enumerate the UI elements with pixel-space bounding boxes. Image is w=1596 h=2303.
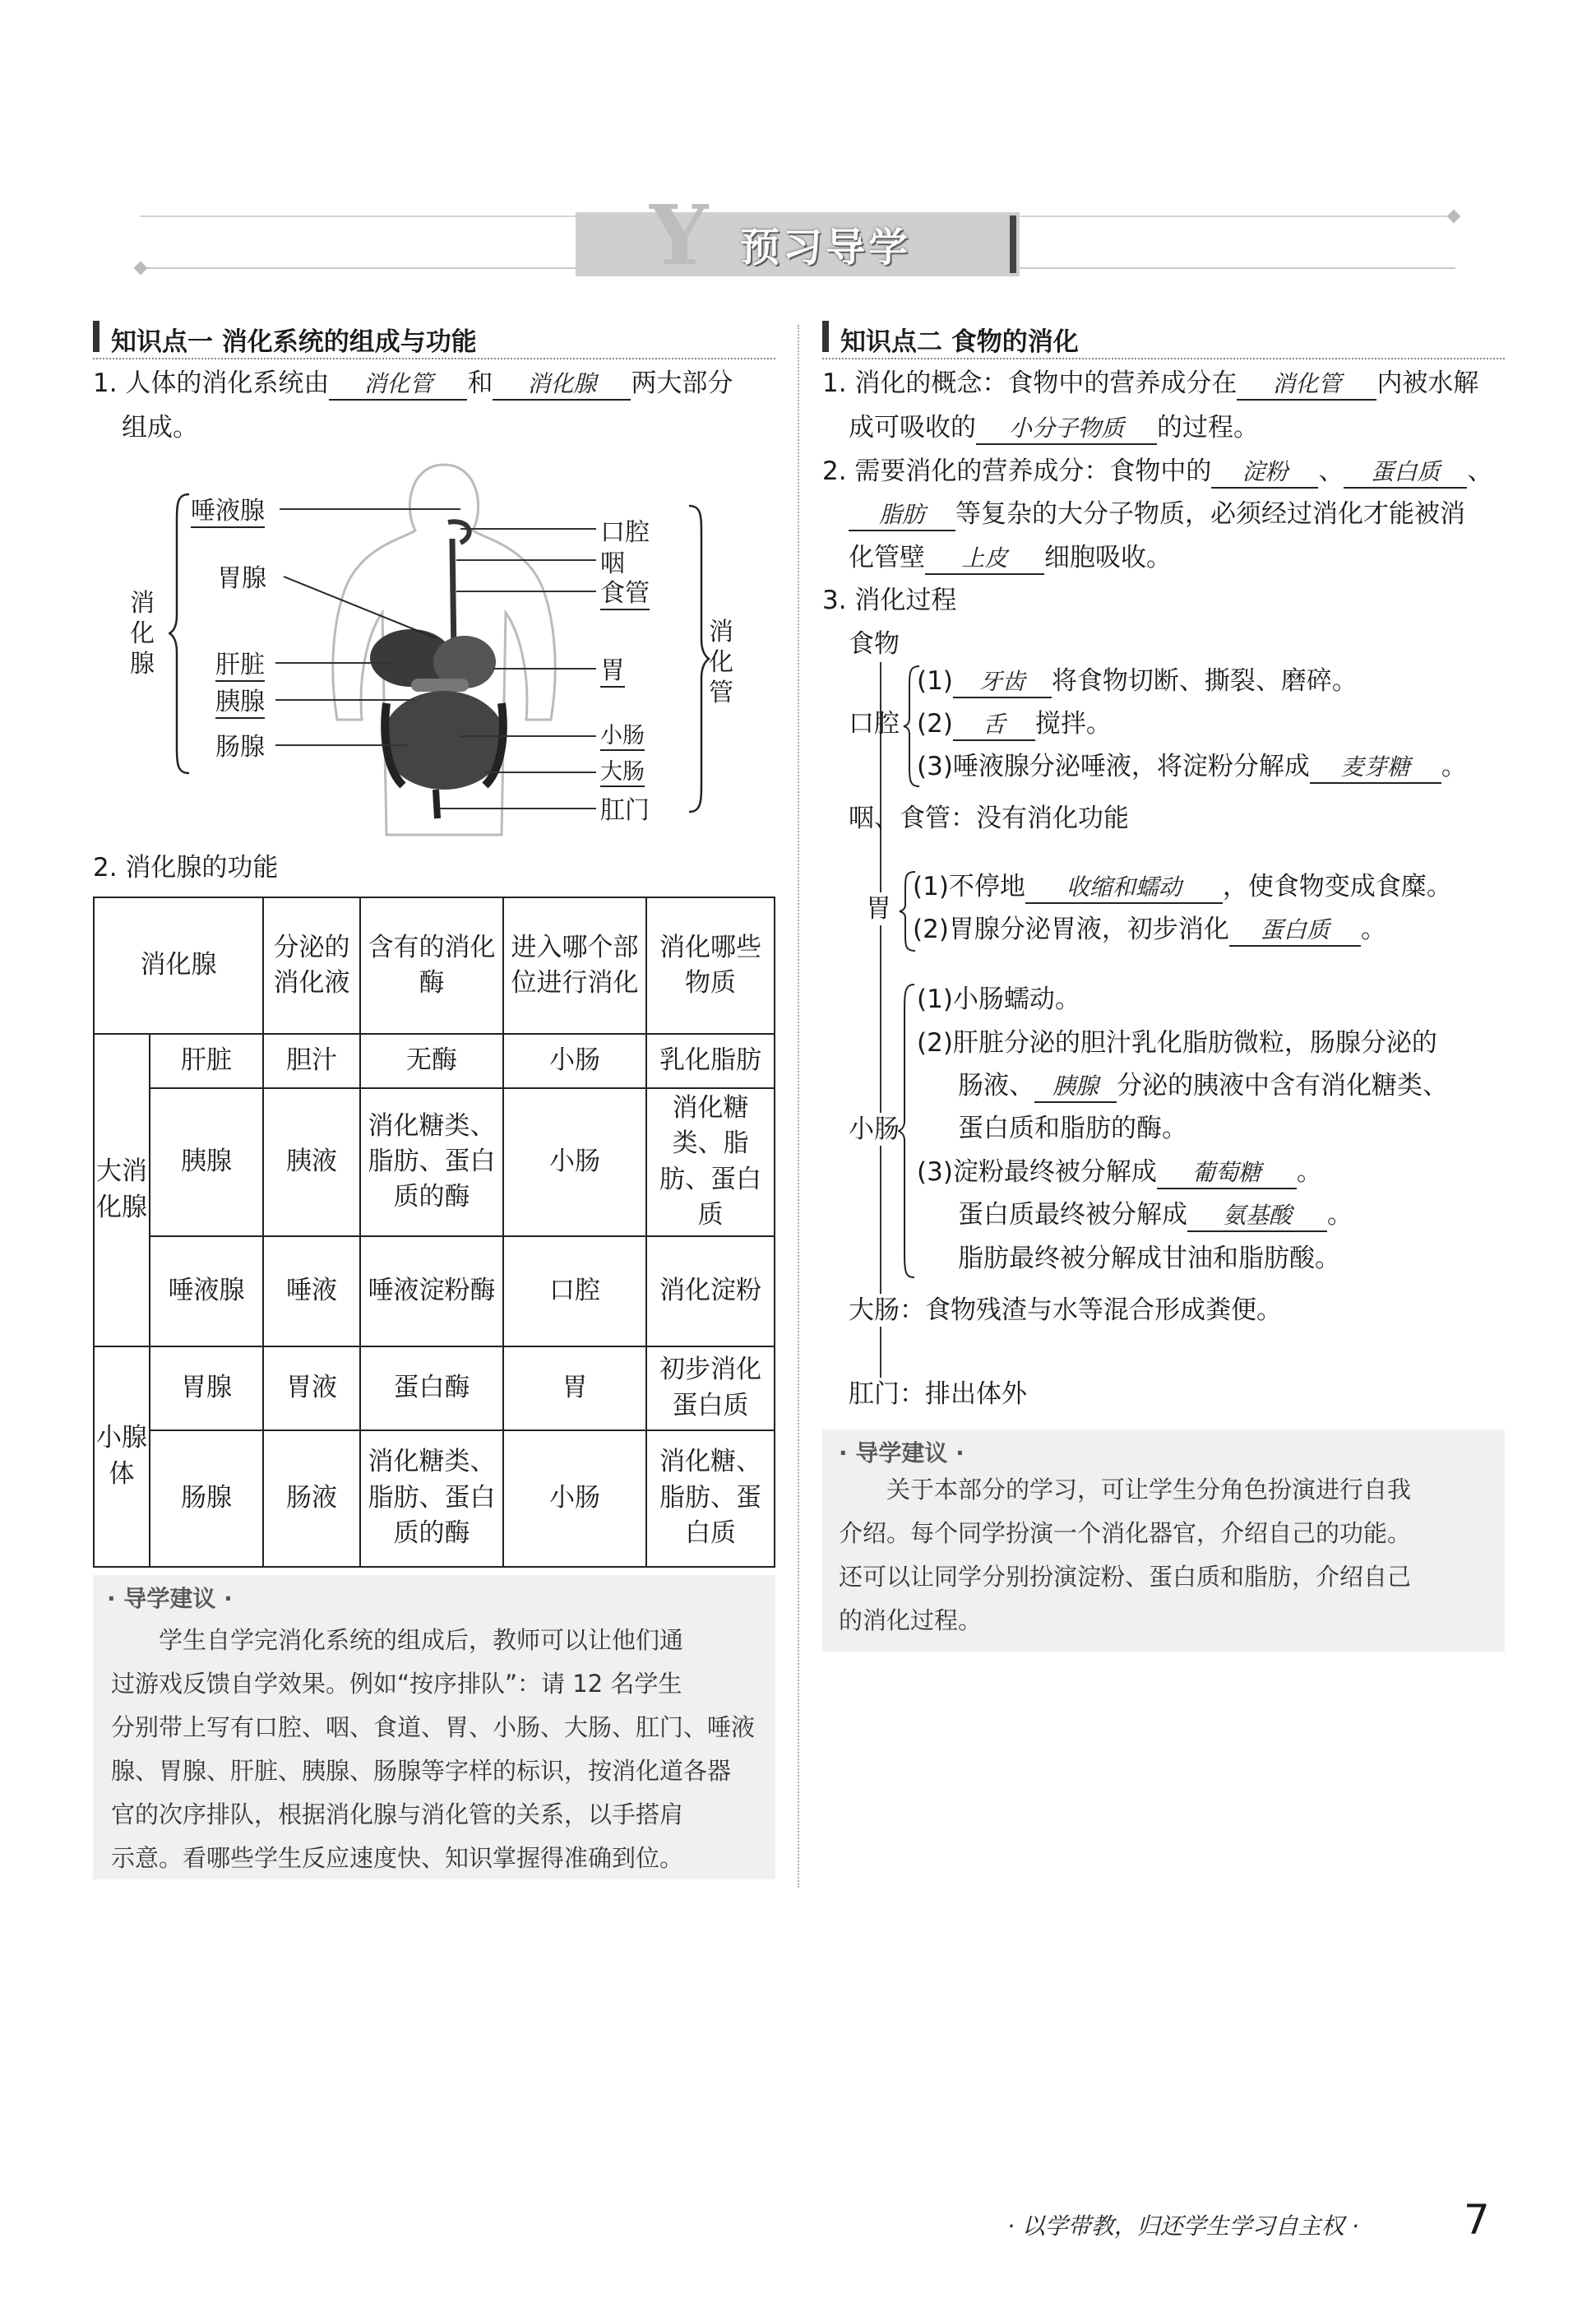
table-header: 分泌的消化液 xyxy=(263,897,360,1034)
label-digestive-glands: 消化腺 xyxy=(130,589,155,679)
c2-blank3: 脂肪 xyxy=(849,500,955,531)
c2-blank4: 上皮 xyxy=(925,544,1044,575)
label-anus: 肛门 xyxy=(600,796,650,825)
m1-blank: 牙齿 xyxy=(953,667,1052,698)
leader-pharynx xyxy=(456,559,596,561)
right-suggestion-title: · 导学建议 · xyxy=(839,1439,965,1467)
question-1 xyxy=(93,367,733,401)
s2-suffix: 。 xyxy=(1360,915,1386,944)
label-large-intestine: 大肠 xyxy=(600,753,645,787)
concept-1 xyxy=(822,367,1478,401)
suggestion-line: 介绍。每个同学扮演一个消化器官，介绍自己的功能。 xyxy=(839,1519,1412,1547)
m1-prefix: (1) xyxy=(917,666,953,696)
leader-liver xyxy=(275,662,391,664)
flow-food: 食物 xyxy=(849,629,900,659)
suggestion-line: 关于本部分的学习，可让学生分角色扮演进行自我 xyxy=(886,1476,1412,1504)
table-cell: 口腔 xyxy=(503,1236,646,1346)
si4-prefix: 蛋白质最终被分解成 xyxy=(958,1200,1187,1230)
c1-line2-prefix: 成可吸收的 xyxy=(849,413,976,443)
table-cell: 胰液 xyxy=(263,1088,360,1236)
table-cell: 唾液淀粉酶 xyxy=(360,1236,503,1346)
table-cell: 初步消化蛋白质 xyxy=(646,1346,775,1430)
stomach-step-1 xyxy=(913,870,1452,904)
table-header: 消化腺 xyxy=(94,897,263,1034)
q1-blank1: 消化管 xyxy=(329,369,467,401)
flow-anus: 肛门：排出体外 xyxy=(849,1378,1027,1411)
table-row xyxy=(94,1430,775,1567)
leader-pancreas xyxy=(275,699,415,701)
s1-suffix: ，使食物变成食糜。 xyxy=(1222,872,1452,901)
digestive-gland-table xyxy=(93,897,775,1568)
leader-large-intestine xyxy=(485,772,596,773)
c1-suffix: 内被水解 xyxy=(1376,368,1479,398)
suggestion-line: 腺、胃腺、肝脏、胰腺、肠腺等字样的标识，按消化道各器 xyxy=(111,1757,732,1785)
leader-small-intestine xyxy=(460,735,596,737)
c1-blank1: 消化管 xyxy=(1237,369,1376,401)
si-step-5: 脂肪最终被分解成甘油和脂肪酸。 xyxy=(958,1244,1340,1273)
q1-mid: 和 xyxy=(467,368,493,398)
table-cell: 无酶 xyxy=(360,1034,503,1088)
leader-stomach xyxy=(493,668,596,670)
s1-blank: 收缩和蠕动 xyxy=(1025,873,1223,904)
si-step-4 xyxy=(958,1198,1353,1232)
small-intestine-brace xyxy=(898,983,916,1279)
page-title: 预习导学 xyxy=(740,225,912,271)
table-cell: 胰腺 xyxy=(150,1088,263,1236)
table-cell: 唾液 xyxy=(263,1236,360,1346)
leader-anus xyxy=(440,808,596,809)
c2-blank1: 淀粉 xyxy=(1211,457,1318,489)
concept-2-line2 xyxy=(849,498,1465,531)
si4-blank: 氨基酸 xyxy=(1187,1201,1327,1232)
c1-line2-suffix: 的过程。 xyxy=(1157,413,1259,443)
right-brace xyxy=(687,503,711,814)
m2-suffix: 搅拌。 xyxy=(1034,709,1112,739)
mouth-step-1 xyxy=(917,665,1358,698)
flow-pharynx: 咽、食管：没有消化功能 xyxy=(849,804,1129,833)
si2b-blank: 胰腺 xyxy=(1034,1072,1117,1103)
c2-line2-suffix: 等复杂的大分子物质，必须经过消化才能被消 xyxy=(955,499,1465,529)
banner-letter: Y xyxy=(650,187,709,284)
table-cell: 胆汁 xyxy=(263,1034,360,1088)
label-mouth: 口腔 xyxy=(600,518,650,547)
page-number: 7 xyxy=(1464,2196,1490,2244)
table-cell: 小肠 xyxy=(503,1430,646,1567)
q1-line2: 组成。 xyxy=(122,413,198,443)
table-cell: 消化淀粉 xyxy=(646,1236,775,1346)
question-2-title: 2. 消化腺的功能 xyxy=(93,853,279,883)
c1-blank2: 小分子物质 xyxy=(976,414,1157,445)
si-step-2b xyxy=(958,1069,1448,1103)
left-brace xyxy=(169,492,193,776)
label-intestinal-gland: 肠腺 xyxy=(215,733,265,762)
suggestion-line: 示意。看哪些学生反应速度快、知识掌握得准确到位。 xyxy=(111,1844,684,1872)
suggestion-line: 过游戏反馈自学效果。例如“按序排队”：请 12 名学生 xyxy=(111,1670,682,1698)
suggestion-line: 学生自学完消化系统的组成后，教师可以让他们通 xyxy=(159,1626,684,1654)
label-salivary: 唾液腺 xyxy=(191,490,265,528)
suggestion-line: 的消化过程。 xyxy=(839,1606,983,1634)
header-rule-dot-left xyxy=(134,262,148,276)
column-divider xyxy=(798,325,799,1888)
si4-suffix: 。 xyxy=(1327,1200,1353,1230)
table-cell: 肠液 xyxy=(263,1430,360,1567)
digestive-system-figure xyxy=(312,456,576,843)
flow-arrow-line xyxy=(880,662,881,1386)
flow-small-intestine: 小肠 xyxy=(849,1113,900,1146)
label-pancreas: 胰腺 xyxy=(215,681,265,719)
q1-suffix: 两大部分 xyxy=(631,368,733,398)
table-cell: 唾液腺 xyxy=(150,1236,263,1346)
leader-mouth xyxy=(460,528,596,530)
mouth-step-2 xyxy=(917,707,1112,741)
c2-line3-suffix: 细胞吸收。 xyxy=(1044,543,1172,572)
table-group-label: 大消化腺 xyxy=(94,1034,150,1346)
table-row xyxy=(94,1236,775,1346)
label-pharynx: 咽 xyxy=(600,549,625,578)
section2-bar xyxy=(822,321,829,352)
si-step-3 xyxy=(917,1156,1322,1189)
rectum-shape xyxy=(436,790,437,818)
c2-sep2: 、 xyxy=(1467,456,1493,486)
table-cell: 肝脏 xyxy=(150,1034,263,1088)
label-digestive-tract: 消化管 xyxy=(709,618,733,707)
c2-line3-prefix: 化管壁 xyxy=(849,543,925,572)
table-group-label: 小腺体 xyxy=(94,1346,150,1567)
table-cell: 消化糖类、脂肪、蛋白质的酶 xyxy=(360,1088,503,1236)
pancreas-shape xyxy=(411,679,469,692)
label-esophagus: 食管 xyxy=(600,572,650,610)
stomach-step-2 xyxy=(913,913,1386,947)
si-step-2: (2)肝脏分泌的胆汁乳化脂肪微粒，肠腺分泌的 xyxy=(917,1028,1437,1058)
table-header-row xyxy=(94,897,775,1034)
table-row xyxy=(94,1088,775,1236)
label-liver: 肝脏 xyxy=(215,644,265,682)
table-cell: 小肠 xyxy=(503,1088,646,1236)
table-cell: 乳化脂肪 xyxy=(646,1034,775,1088)
left-suggestion-title: · 导学建议 · xyxy=(107,1585,233,1612)
c2-prefix: 2. 需要消化的营养成分：食物中的 xyxy=(822,456,1212,486)
m2-prefix: (2) xyxy=(917,709,953,739)
s1-prefix: (1)不停地 xyxy=(913,872,1025,901)
suggestion-line: 分别带上写有口腔、咽、食道、胃、小肠、大肠、肛门、唾液 xyxy=(111,1713,756,1741)
banner-bar xyxy=(1010,215,1016,273)
section2-rule xyxy=(822,358,1505,359)
flow-large-intestine: 大肠：食物残渣与水等混合形成粪便。 xyxy=(849,1294,1282,1327)
s2-prefix: (2)胃腺分泌胃液，初步消化 xyxy=(913,915,1229,944)
m3-blank: 麦芽糖 xyxy=(1310,753,1441,784)
right-suggestion-body xyxy=(839,1468,1497,1643)
m3-prefix: (3)唾液腺分泌唾液，将淀粉分解成 xyxy=(917,752,1310,781)
table-cell: 胃腺 xyxy=(150,1346,263,1430)
concept-2-line3 xyxy=(849,541,1172,575)
section1-bar xyxy=(93,321,99,352)
si2b-suffix: 分泌的胰液中含有消化糖类、 xyxy=(1117,1071,1448,1101)
table-row xyxy=(94,1346,775,1430)
m3-suffix: 。 xyxy=(1441,752,1467,781)
table-row xyxy=(94,1034,775,1088)
q1-prefix: 1. 人体的消化系统由 xyxy=(93,368,330,398)
c2-sep1: 、 xyxy=(1318,456,1344,486)
label-stomach: 胃 xyxy=(600,650,625,688)
label-small-intestine: 小肠 xyxy=(600,717,645,751)
table-header: 进入哪个部位进行消化 xyxy=(503,897,646,1034)
section2-title: 知识点二 食物的消化 xyxy=(840,327,1079,357)
leader-esophagus xyxy=(456,591,596,592)
si2b-prefix: 肠液、 xyxy=(958,1071,1034,1101)
concept-3-title: 3. 消化过程 xyxy=(822,586,957,615)
leader-salivary xyxy=(280,508,460,510)
section1-title: 知识点一 消化系统的组成与功能 xyxy=(111,327,477,357)
si3-prefix: (3)淀粉最终被分解成 xyxy=(917,1157,1157,1187)
table-header: 消化哪些物质 xyxy=(646,897,775,1034)
s2-blank: 蛋白质 xyxy=(1229,915,1361,947)
q1-blank2: 消化腺 xyxy=(493,369,631,401)
table-cell: 消化糖类、脂肪、蛋白质的酶 xyxy=(360,1430,503,1567)
esophagus-shape xyxy=(452,539,454,654)
m2-blank: 舌 xyxy=(953,710,1035,741)
mouth-step-3 xyxy=(917,750,1467,784)
si3-blank: 葡萄糖 xyxy=(1157,1158,1297,1189)
leader-intestinal-gland xyxy=(275,744,407,746)
c2-blank2: 蛋白质 xyxy=(1344,457,1467,489)
m1-suffix: 将食物切断、撕裂、磨碎。 xyxy=(1051,666,1358,696)
table-cell: 消化糖类、脂肪、蛋白质 xyxy=(646,1088,775,1236)
table-cell: 消化糖、脂肪、蛋白质 xyxy=(646,1430,775,1567)
table-cell: 蛋白酶 xyxy=(360,1346,503,1430)
footer-motto: · 以学带教，归还学生学习自主权 · xyxy=(1007,2213,1359,2240)
si3-suffix: 。 xyxy=(1296,1157,1322,1187)
concept-2 xyxy=(822,455,1492,489)
si-step-1: (1)小肠蠕动。 xyxy=(917,985,1080,1014)
c1-prefix: 1. 消化的概念：食物中的营养成分在 xyxy=(822,368,1237,398)
suggestion-line: 官的次序排队，根据消化腺与消化管的关系，以手搭肩 xyxy=(111,1800,684,1828)
left-suggestion-body xyxy=(111,1619,769,1880)
table-cell: 胃液 xyxy=(263,1346,360,1430)
label-gastric-gland: 胃腺 xyxy=(217,564,266,593)
table-cell: 胃 xyxy=(503,1346,646,1430)
header-rule-dot-right xyxy=(1447,210,1461,224)
flow-mouth: 口腔 xyxy=(849,709,900,739)
si-step-2c: 蛋白质和脂肪的酶。 xyxy=(958,1114,1187,1143)
section1-rule xyxy=(93,358,775,359)
concept-1-line2 xyxy=(849,411,1259,445)
intestine-shape xyxy=(382,691,506,790)
suggestion-line: 还可以让同学分别扮演淀粉、蛋白质和脂肪，介绍自己 xyxy=(839,1563,1412,1591)
table-header: 含有的消化酶 xyxy=(360,897,503,1034)
flow-stomach: 胃 xyxy=(866,892,891,925)
table-cell: 肠腺 xyxy=(150,1430,263,1567)
table-cell: 小肠 xyxy=(503,1034,646,1088)
